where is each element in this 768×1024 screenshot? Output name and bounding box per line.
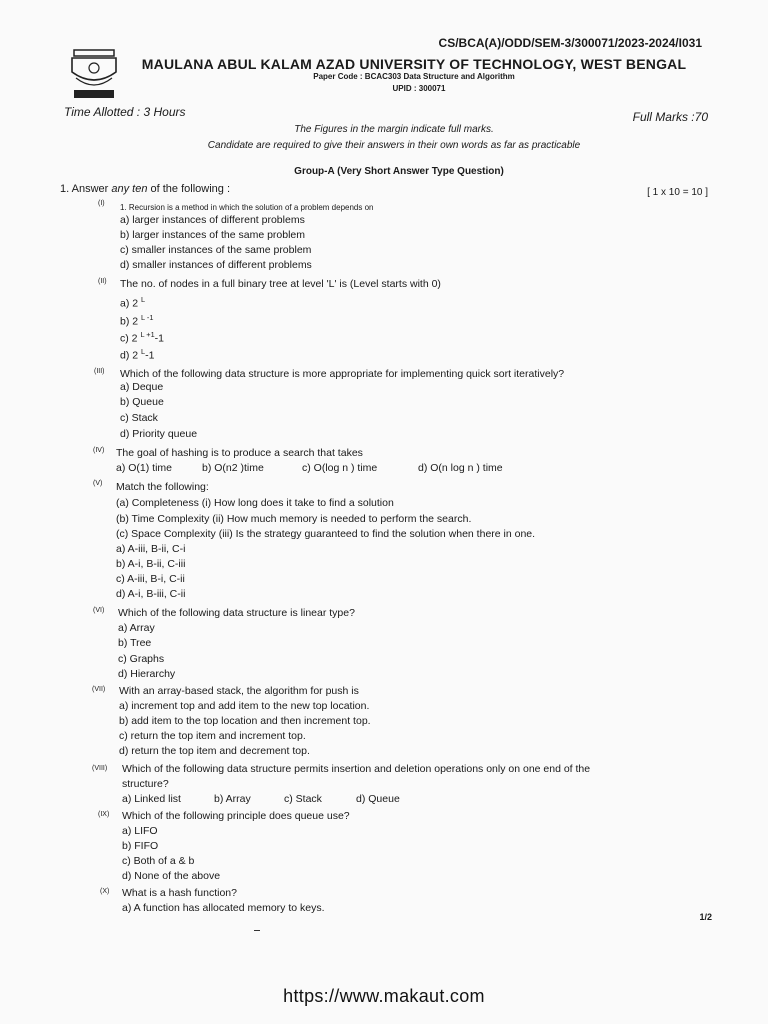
option: a) larger instances of different problems xyxy=(120,214,305,226)
question-number: (VI) xyxy=(93,607,105,614)
option: d) Hierarchy xyxy=(118,668,176,680)
option: b) Tree xyxy=(118,637,152,649)
option: b) O(n2 )time xyxy=(202,462,264,474)
paper-code-ref: CS/BCA(A)/ODD/SEM-3/300071/2023-2024/I031 xyxy=(438,36,702,50)
match-line: (b) Time Complexity (ii) How much memory is needed to perform the search. xyxy=(116,513,472,525)
option: c) Both of a & b xyxy=(122,855,195,867)
option: c) A-iii, B-i, C-ii xyxy=(116,573,185,585)
option: d) 2 $^L$-1 xyxy=(120,347,155,362)
question-text: Which of the following data structure is linear type? xyxy=(118,607,355,619)
option: b) Queue xyxy=(120,396,164,408)
question-number: (III) xyxy=(94,368,105,375)
option: b) 2 $^{L -1}$ xyxy=(120,313,154,328)
option: d) Priority queue xyxy=(120,428,198,440)
match-line: (a) Completeness (i) How long does it take to find a solution xyxy=(116,497,394,509)
option: c) return the top item and increment top. xyxy=(119,730,306,742)
option: a) Linked list xyxy=(122,793,181,805)
option: b) larger instances of the same problem xyxy=(120,229,306,241)
option: d) Queue xyxy=(356,793,400,805)
option: d) O(n log n ) time xyxy=(418,462,503,474)
question-text: Which of the following data structure is more appropriate for implementing quick sort iteratively? xyxy=(120,368,565,380)
option: c) 2 $^{L +1}$-1 xyxy=(120,330,165,345)
question-text-continued: structure? xyxy=(122,778,169,790)
question-number: (V) xyxy=(93,480,103,487)
question-number: (I) xyxy=(98,200,105,207)
option: a) increment top and add item to the new top location. xyxy=(119,700,370,712)
candidate-note: Candidate are required to give their answers in their own words as far as practicable xyxy=(207,140,581,151)
option: d) A-i, B-iii, C-ii xyxy=(116,588,186,600)
option: a) Array xyxy=(118,622,155,634)
option: c) O(log n ) time xyxy=(302,462,378,474)
option: b) A-i, B-ii, C-iii xyxy=(116,558,186,570)
divider xyxy=(254,930,260,931)
question-number: (IV) xyxy=(93,447,105,454)
question-number: (II) xyxy=(98,278,107,285)
option: d) smaller instances of different problems xyxy=(120,259,312,271)
footer-url[interactable]: https://www.makaut.com xyxy=(283,986,485,1006)
option: b) Array xyxy=(214,793,251,805)
option: a) A-iii, B-ii, C-i xyxy=(116,543,186,555)
question-number: (VIII) xyxy=(92,765,108,772)
question-text: The no. of nodes in a full binary tree at level 'L' is (Level starts with 0) xyxy=(120,278,441,290)
option: b) add item to the top location and then increment top. xyxy=(119,715,371,727)
question-number: (IX) xyxy=(98,811,110,818)
marks-note: The Figures in the margin indicate full marks. xyxy=(294,124,494,135)
question-number: (VII) xyxy=(92,686,106,693)
option: a) 2 $^L$ xyxy=(120,295,146,310)
time-allotted: Time Allotted : 3 Hours xyxy=(64,105,186,119)
option: a) O(1) time xyxy=(116,462,173,474)
page-number: 1/2 xyxy=(699,912,712,922)
option: c) Graphs xyxy=(118,653,165,665)
upid: UPID : 300071 xyxy=(392,84,446,93)
option: c) Stack xyxy=(120,412,158,424)
option: a) LIFO xyxy=(122,825,158,837)
option: a) Deque xyxy=(120,381,164,393)
question-text: With an array-based stack, the algorithm for push is xyxy=(119,685,359,697)
question-text: Match the following: xyxy=(116,481,209,493)
option: b) FIFO xyxy=(122,840,159,852)
question-text: 1. Recursion is a method in which the solution of a problem depends on xyxy=(120,203,374,212)
option: c) smaller instances of the same problem xyxy=(120,244,312,256)
group-heading: Group-A (Very Short Answer Type Question) xyxy=(294,166,504,177)
match-line: (c) Space Complexity (iii) Is the strategy guaranteed to find the solution when there in one. xyxy=(116,528,536,540)
option: d) None of the above xyxy=(122,870,221,882)
question-text: Which of the following principle does queue use? xyxy=(122,810,350,822)
university-name: MAULANA ABUL KALAM AZAD UNIVERSITY OF TECHNOLOGY, WEST BENGAL xyxy=(141,56,687,72)
instruction: 1. Answer any ten of the following : xyxy=(60,183,231,195)
full-marks: Full Marks :70 xyxy=(632,110,708,124)
paper-code: Paper Code : BCAC303 Data Structure and Algorithm xyxy=(313,72,515,81)
question-text: Which of the following data structure permits insertion and deletion operations only on one end of the xyxy=(122,763,591,775)
option: a) A function has allocated memory to keys. xyxy=(122,902,325,914)
question-marks: [ 1 x 10 = 10 ] xyxy=(647,187,708,198)
question-number: (X) xyxy=(100,888,110,895)
option: d) return the top item and decrement top. xyxy=(119,745,310,757)
question-text: What is a hash function? xyxy=(122,887,237,899)
option: c) Stack xyxy=(284,793,322,805)
question-text: The goal of hashing is to produce a search that takes xyxy=(116,447,363,459)
